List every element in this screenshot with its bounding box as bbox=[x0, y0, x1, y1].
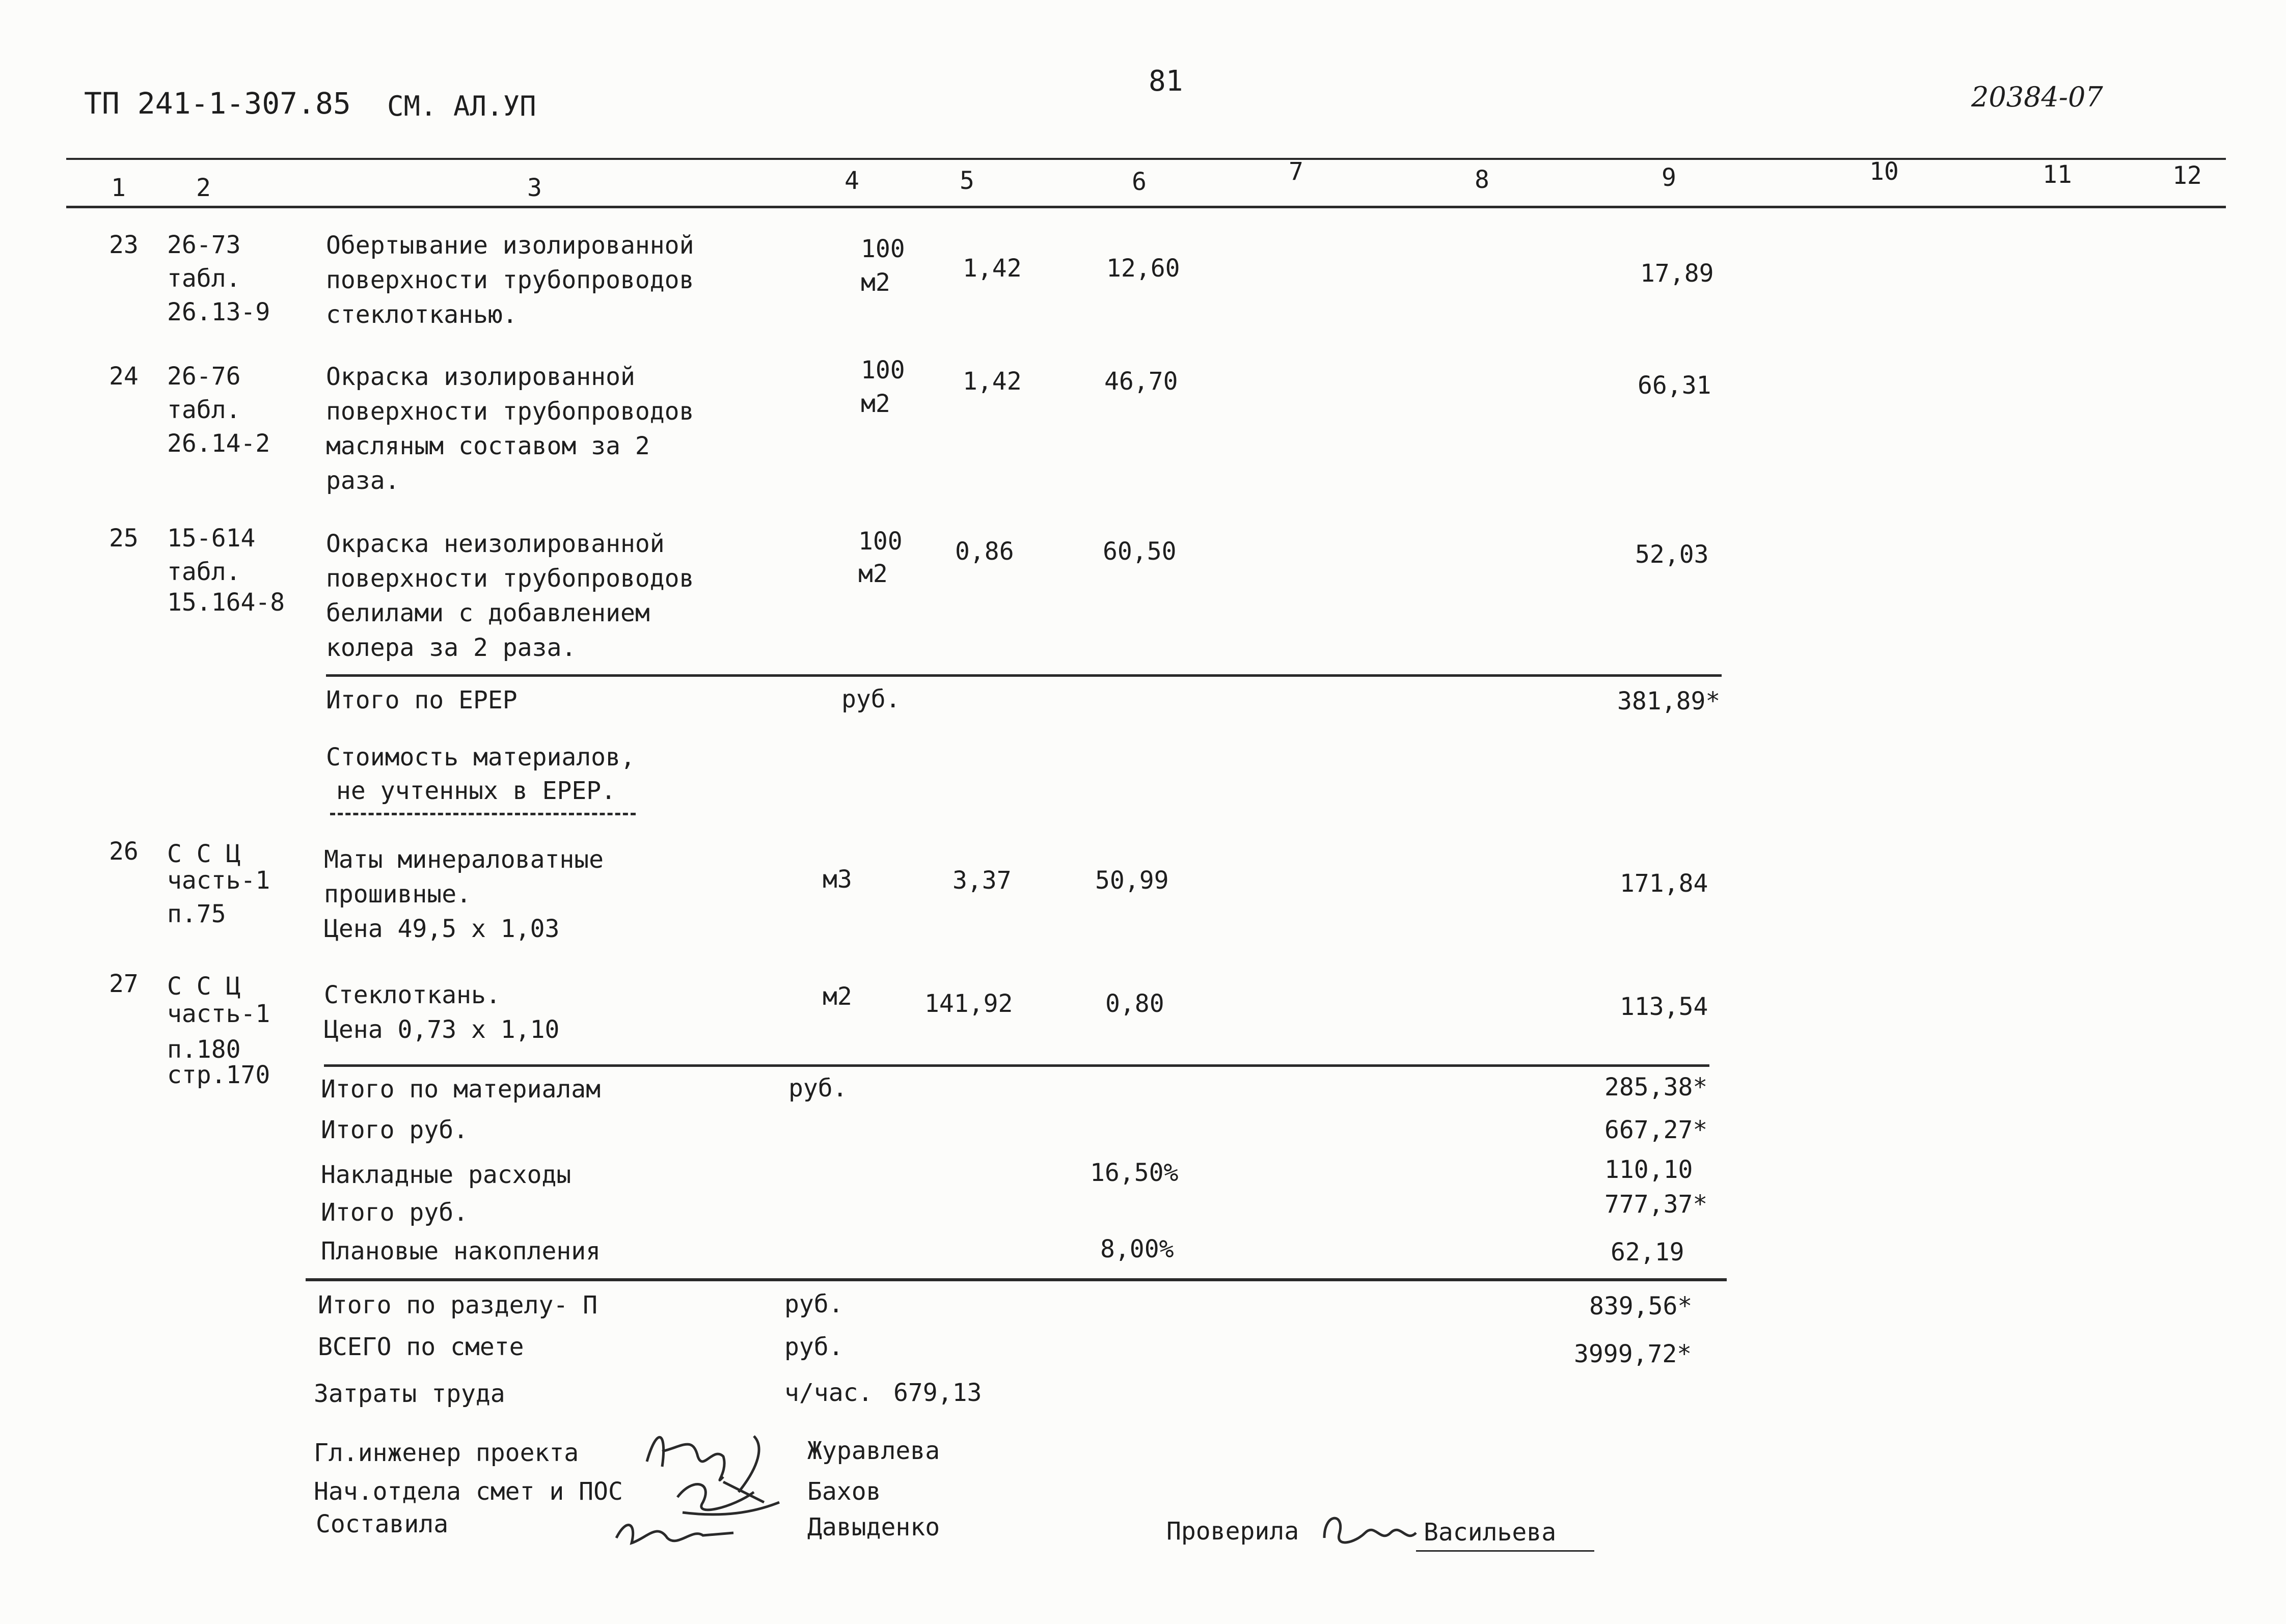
handwritten-signature-checker bbox=[1314, 1502, 1426, 1558]
materials-total-rule bbox=[324, 1064, 1709, 1067]
row-unit: м2 bbox=[858, 560, 888, 588]
signature-role: Гл.инженер проекта bbox=[314, 1439, 579, 1467]
total-unit: ч/час. bbox=[784, 1379, 873, 1407]
checked-by-underline bbox=[1416, 1550, 1594, 1552]
row-total: 66,31 bbox=[1638, 371, 1711, 400]
column-number: 6 bbox=[1132, 168, 1147, 196]
summary-total: 110,10 bbox=[1604, 1155, 1693, 1184]
summary-rate: 8,00% bbox=[1100, 1235, 1174, 1263]
summary-unit: руб. bbox=[788, 1074, 848, 1103]
row-unit-price: 0,80 bbox=[1105, 989, 1164, 1018]
signature-name: Давыденко bbox=[807, 1513, 940, 1542]
row-unit: м2 bbox=[861, 390, 890, 418]
materials-heading-underline bbox=[330, 813, 636, 815]
subtotal-erer-total: 381,89* bbox=[1617, 687, 1721, 715]
materials-heading: Стоимость материалов, bbox=[326, 743, 635, 772]
row-code: 15.164-8 bbox=[167, 588, 285, 617]
subtotal-rule bbox=[326, 674, 1722, 677]
row-code: п.180 bbox=[167, 1035, 241, 1064]
row-total: 52,03 bbox=[1635, 540, 1709, 569]
summary-label: Итого по материалам bbox=[321, 1075, 601, 1104]
row-unit: м3 bbox=[823, 865, 852, 894]
column-number: 7 bbox=[1289, 157, 1303, 186]
column-number: 12 bbox=[2172, 161, 2202, 190]
total-value: 839,56* bbox=[1589, 1292, 1693, 1320]
row-unit: 100 bbox=[861, 356, 905, 384]
handwritten-signature-compiler bbox=[611, 1507, 744, 1553]
row-number: 26 bbox=[109, 837, 139, 866]
column-number: 4 bbox=[845, 167, 859, 195]
row-description: Окраска изолированной поверхности трубопроводов масляным составом за 2 раза. bbox=[326, 363, 694, 495]
checked-by-name: Васильева bbox=[1424, 1518, 1557, 1547]
row-unit-price: 12,60 bbox=[1106, 254, 1180, 283]
column-number: 2 bbox=[196, 174, 211, 202]
page-number: 81 bbox=[1149, 65, 1183, 98]
row-unit-price: 60,50 bbox=[1103, 537, 1177, 566]
summary-rate: 16,50% bbox=[1090, 1159, 1179, 1187]
row-quantity: 3,37 bbox=[953, 866, 1012, 895]
row-code: 26-76 bbox=[167, 362, 241, 391]
column-number: 5 bbox=[960, 167, 974, 195]
row-unit-price: 50,99 bbox=[1095, 866, 1169, 895]
section-total-rule bbox=[306, 1278, 1727, 1281]
signature-role: Составила bbox=[316, 1510, 449, 1538]
row-code: п.75 bbox=[167, 900, 226, 928]
labor-hours: 679,13 bbox=[893, 1379, 982, 1407]
row-unit: м2 bbox=[823, 982, 852, 1011]
header-top-rule bbox=[66, 158, 2226, 160]
summary-total: 62,19 bbox=[1611, 1238, 1684, 1267]
column-number: 8 bbox=[1475, 166, 1489, 194]
row-code: С С Ц bbox=[167, 972, 241, 1001]
row-code: 15-614 bbox=[167, 524, 256, 553]
header-bottom-rule bbox=[66, 206, 2226, 208]
row-unit-price: 46,70 bbox=[1104, 367, 1178, 396]
subtotal-erer-unit: руб. bbox=[841, 685, 901, 713]
row-number: 24 bbox=[109, 362, 139, 391]
row-code: табл. bbox=[167, 396, 241, 424]
row-code: часть-1 bbox=[167, 866, 270, 895]
row-description: Стеклоткань. Цена 0,73 х 1,10 bbox=[324, 981, 560, 1044]
total-label: Итого по разделу- П bbox=[318, 1291, 598, 1319]
summary-total: 285,38* bbox=[1604, 1073, 1708, 1102]
row-code: часть-1 bbox=[167, 1000, 270, 1028]
row-code: стр.170 bbox=[167, 1061, 270, 1089]
checked-by-label: Проверила bbox=[1166, 1517, 1299, 1546]
row-total: 171,84 bbox=[1620, 869, 1708, 898]
signature-name: Журавлева bbox=[807, 1437, 940, 1465]
row-description: Маты минераловатные прошивные. Цена 49,5 х 1,03 bbox=[324, 845, 604, 943]
subtotal-erer-label: Итого по ЕРЕР bbox=[326, 686, 518, 714]
row-code: 26.13-9 bbox=[167, 298, 270, 326]
column-number: 10 bbox=[1869, 157, 1899, 186]
column-number: 1 bbox=[111, 174, 126, 202]
signature-role: Нач.отдела смет и ПОС bbox=[314, 1477, 623, 1506]
row-code: табл. bbox=[167, 264, 241, 293]
row-description: Обертывание изолированной поверхности трубопроводов стеклотканью. bbox=[326, 231, 694, 329]
row-code: С С Ц bbox=[167, 840, 241, 868]
row-code: табл. bbox=[167, 558, 241, 586]
archive-number: 20384-07 bbox=[1971, 81, 2103, 113]
row-number: 27 bbox=[109, 970, 139, 998]
materials-heading: не учтенных в ЕРЕР. bbox=[336, 777, 616, 805]
row-unit: м2 bbox=[861, 268, 890, 297]
total-unit: руб. bbox=[784, 1333, 843, 1361]
summary-total: 667,27* bbox=[1604, 1116, 1708, 1144]
row-code: 26-73 bbox=[167, 231, 241, 259]
summary-label: Итого руб. bbox=[321, 1198, 468, 1227]
summary-label: Плановые накопления bbox=[321, 1237, 601, 1265]
album-reference: СМ. АЛ.УП bbox=[387, 90, 536, 122]
row-code: 26.14-2 bbox=[167, 429, 270, 458]
row-quantity: 1,42 bbox=[963, 367, 1022, 396]
row-unit: 100 bbox=[861, 235, 905, 263]
total-label: Затраты труда bbox=[314, 1380, 505, 1408]
column-number: 9 bbox=[1662, 163, 1676, 192]
signature-name: Бахов bbox=[807, 1477, 881, 1506]
column-number: 11 bbox=[2043, 160, 2072, 189]
row-number: 23 bbox=[109, 231, 139, 259]
row-total: 113,54 bbox=[1620, 993, 1708, 1021]
row-quantity: 1,42 bbox=[963, 254, 1022, 283]
row-quantity: 0,86 bbox=[955, 537, 1014, 566]
total-value: 3999,72* bbox=[1574, 1340, 1692, 1368]
total-label: ВСЕГО по смете bbox=[318, 1333, 524, 1361]
total-unit: руб. bbox=[784, 1290, 843, 1318]
row-description: Окраска неизолированной поверхности трубопроводов белилами с добавлением колера за 2 раза. bbox=[326, 530, 694, 662]
row-unit: 100 bbox=[858, 527, 903, 556]
document-code: ТП 241-1-307.85 bbox=[84, 86, 351, 121]
column-number: 3 bbox=[527, 174, 542, 202]
summary-label: Итого руб. bbox=[321, 1116, 468, 1144]
row-quantity: 141,92 bbox=[924, 989, 1013, 1018]
summary-label: Накладные расходы bbox=[321, 1161, 572, 1189]
row-number: 25 bbox=[109, 524, 139, 553]
row-total: 17,89 bbox=[1640, 259, 1714, 288]
summary-total: 777,37* bbox=[1604, 1190, 1708, 1219]
